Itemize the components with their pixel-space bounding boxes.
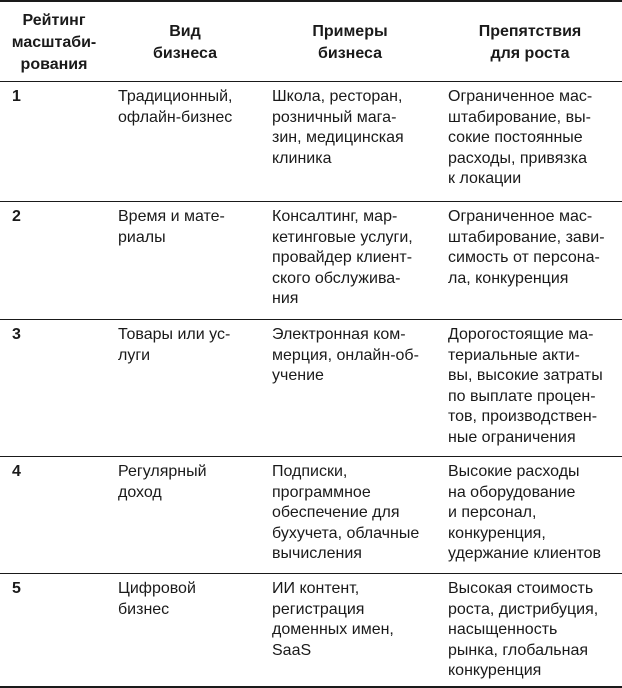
business-type-cell [108, 320, 262, 456]
cell-line: 1 [12, 88, 21, 105]
cell-line: Время и мате- [118, 208, 225, 225]
business-type-cell [108, 457, 262, 573]
cell-line: насыщенность [448, 621, 558, 638]
table-row [0, 573, 622, 688]
cell-line: и персонал, [448, 504, 537, 521]
header-business-type-cell [108, 2, 262, 81]
cell-line: Цифровой [118, 580, 196, 597]
cell-line: 3 [12, 326, 21, 343]
table-row [0, 201, 622, 319]
cell-line: офлайн-бизнес [118, 108, 233, 126]
cell-line: роста, дистрибуция, [448, 600, 599, 618]
table-row [0, 456, 622, 573]
cell-line: регистрация [272, 600, 365, 618]
table-row [0, 81, 622, 201]
cell-line: конкуренция [448, 662, 542, 679]
header-line: бизнеса [317, 44, 382, 62]
cell-line: Электронная ком- [272, 326, 406, 343]
cell-line: SaaS [272, 641, 312, 659]
header-examples-cell [262, 2, 438, 81]
obstacles-cell [438, 574, 622, 686]
header-row [0, 0, 622, 81]
examples-cell [262, 320, 438, 456]
examples-cell [262, 574, 438, 686]
obstacles-cell [438, 457, 622, 573]
obstacles-cell [438, 202, 622, 319]
cell-line: риалы [118, 228, 166, 246]
rating-cell [0, 82, 108, 201]
cell-line: Традиционный, [118, 88, 233, 105]
cell-line: расходы, привязка [448, 149, 587, 167]
examples-cell [262, 82, 438, 201]
cell-line: штабирование, зави- [448, 228, 605, 246]
cell-line: луги [118, 346, 151, 364]
cell-line: ла, конкуренция [448, 269, 569, 287]
cell-line: Школа, ресторан, [272, 88, 403, 105]
cell-line: клиника [272, 149, 332, 167]
rating-cell [0, 202, 108, 319]
cell-line: провайдер клиент- [272, 249, 413, 266]
cell-line: Товары или ус- [118, 326, 231, 343]
cell-line: Консалтинг, мар- [272, 208, 398, 225]
cell-line: Ограниченное мас- [448, 208, 593, 225]
header-obstacles-cell [438, 2, 622, 81]
cell-line: мерция, онлайн-об- [272, 346, 419, 364]
cell-line: программное [272, 483, 371, 501]
header-rating-cell [0, 2, 108, 81]
header-line: Примеры [312, 22, 388, 40]
cell-line: зин, медицинская [272, 129, 404, 146]
cell-line: кетинговые услуги, [272, 228, 413, 246]
cell-line: на оборудование [448, 483, 576, 501]
cell-line: бухучета, облачные [272, 524, 420, 542]
cell-line: к локации [448, 170, 522, 187]
cell-line: вы, высокие затраты [448, 367, 603, 384]
obstacles-cell [438, 320, 622, 456]
cell-line: вычисления [272, 545, 362, 562]
cell-line: конкуренция, [448, 524, 546, 542]
cell-line: бизнес [118, 600, 170, 618]
cell-line: рынка, глобальная [448, 641, 589, 659]
cell-line: ния [272, 290, 299, 307]
cell-line: доход [118, 483, 162, 501]
business-type-cell [108, 82, 262, 201]
cell-line: учение [272, 367, 324, 384]
cell-line: Ограниченное мас- [448, 88, 593, 105]
rating-cell [0, 320, 108, 456]
cell-line: Подписки, [272, 463, 348, 480]
cell-line: удержание клиентов [448, 545, 602, 562]
cell-line: Высокие расходы [448, 463, 580, 480]
header-line: для роста [490, 44, 570, 62]
obstacles-cell [438, 82, 622, 201]
cell-line: ИИ контент, [272, 580, 360, 597]
cell-line: штабирование, вы- [448, 108, 591, 126]
cell-line: 2 [12, 208, 21, 225]
header-line: бизнеса [152, 44, 217, 62]
table-row [0, 319, 622, 456]
cell-line: Регулярный [118, 463, 207, 480]
cell-line: розничный мага- [272, 108, 397, 126]
cell-line: ные ограничения [448, 428, 576, 446]
examples-cell [262, 457, 438, 573]
rating-cell [0, 574, 108, 686]
cell-line: 5 [12, 580, 21, 597]
header-line: Вид [169, 22, 201, 40]
business-type-cell [108, 574, 262, 686]
rating-cell [0, 457, 108, 573]
cell-line: териальные акти- [448, 346, 580, 364]
header-line: рования [20, 55, 88, 73]
cell-line: доменных имен, [272, 621, 394, 638]
cell-line: обеспечение для [272, 504, 400, 521]
cell-line: по выплате процен- [448, 387, 596, 405]
cell-line: Дорогостоящие ма- [448, 326, 594, 343]
header-line: масштаби- [11, 33, 97, 51]
header-line: Препятствия [478, 22, 582, 40]
cell-line: симость от персона- [448, 249, 600, 266]
cell-line: Высокая стоимость [448, 580, 594, 597]
cell-line: 4 [12, 463, 21, 480]
business-type-cell [108, 202, 262, 319]
cell-line: тов, производствен- [448, 408, 598, 425]
cell-line: ского обслужива- [272, 269, 401, 287]
header-line: Рейтинг [22, 11, 86, 29]
cell-line: сокие постоянные [448, 129, 583, 146]
examples-cell [262, 202, 438, 319]
